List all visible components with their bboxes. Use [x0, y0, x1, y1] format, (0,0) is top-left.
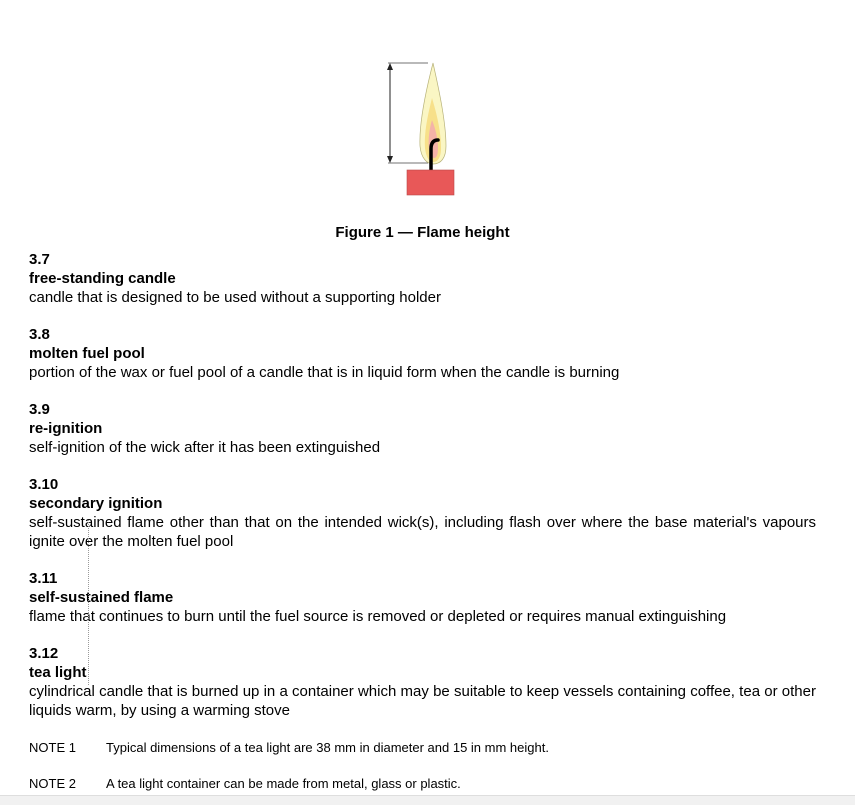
clause-term: secondary ignition	[29, 495, 163, 512]
cut-off-heading	[40, 0, 190, 2]
clause-number: 3.12	[29, 645, 59, 662]
clause-definition: cylindrical candle that is burned up in a container which may be suitable to keep vessels containing coffee, tea or other liquids warm, by using a warming stove	[29, 683, 816, 719]
clause-definition: candle that is designed to be used without a supporting holder	[29, 289, 441, 306]
note-1	[29, 739, 816, 757]
note-2	[29, 775, 816, 793]
clause-term: self-sustained flame	[29, 589, 174, 606]
clause-3-12	[29, 644, 816, 720]
candle-flame-diagram	[382, 56, 462, 201]
clause-term: free-standing candle	[29, 270, 176, 287]
dotted-guide-line	[88, 520, 89, 685]
clause-term: re-ignition	[29, 420, 103, 437]
note-label: NOTE 1	[29, 740, 76, 755]
flame-height-figure	[382, 56, 462, 201]
clause-3-7	[29, 250, 816, 307]
clause-definition: portion of the wax or fuel pool of a candle that is in liquid form when the candle is burning	[29, 364, 620, 381]
figure-caption: Figure 1 — Flame height	[335, 224, 510, 241]
clause-definition: flame that continues to burn until the fuel source is removed or depleted or requires manual extinguishing	[29, 608, 727, 625]
note-label: NOTE 2	[29, 776, 76, 791]
terms-and-definitions	[29, 250, 816, 738]
clause-number: 3.8	[29, 326, 50, 343]
clause-number: 3.11	[29, 570, 58, 587]
page-bottom-edge	[0, 795, 855, 805]
clause-3-10	[29, 475, 816, 551]
dimension-arrow-up-icon	[387, 63, 393, 70]
note-text: Typical dimensions of a tea light are 38 mm in diameter and 15 in mm height.	[106, 740, 549, 755]
clause-term: molten fuel pool	[29, 345, 145, 362]
clause-3-8	[29, 325, 816, 382]
clause-3-9	[29, 400, 816, 457]
clause-3-11	[29, 569, 816, 626]
dimension-arrow-down-icon	[387, 156, 393, 163]
clause-definition: self-sustained flame other than that on the intended wick(s), including flash over where the base material's vapours ignite over the molten fuel pool	[29, 514, 816, 550]
clause-number: 3.9	[29, 401, 50, 418]
candle-body-shape	[407, 170, 454, 195]
clause-number: 3.10	[29, 476, 59, 493]
clause-definition: self-ignition of the wick after it has been extinguished	[29, 439, 381, 456]
clause-term: tea light	[29, 664, 87, 681]
note-text: A tea light container can be made from metal, glass or plastic.	[106, 776, 461, 791]
clause-number: 3.7	[29, 251, 50, 268]
